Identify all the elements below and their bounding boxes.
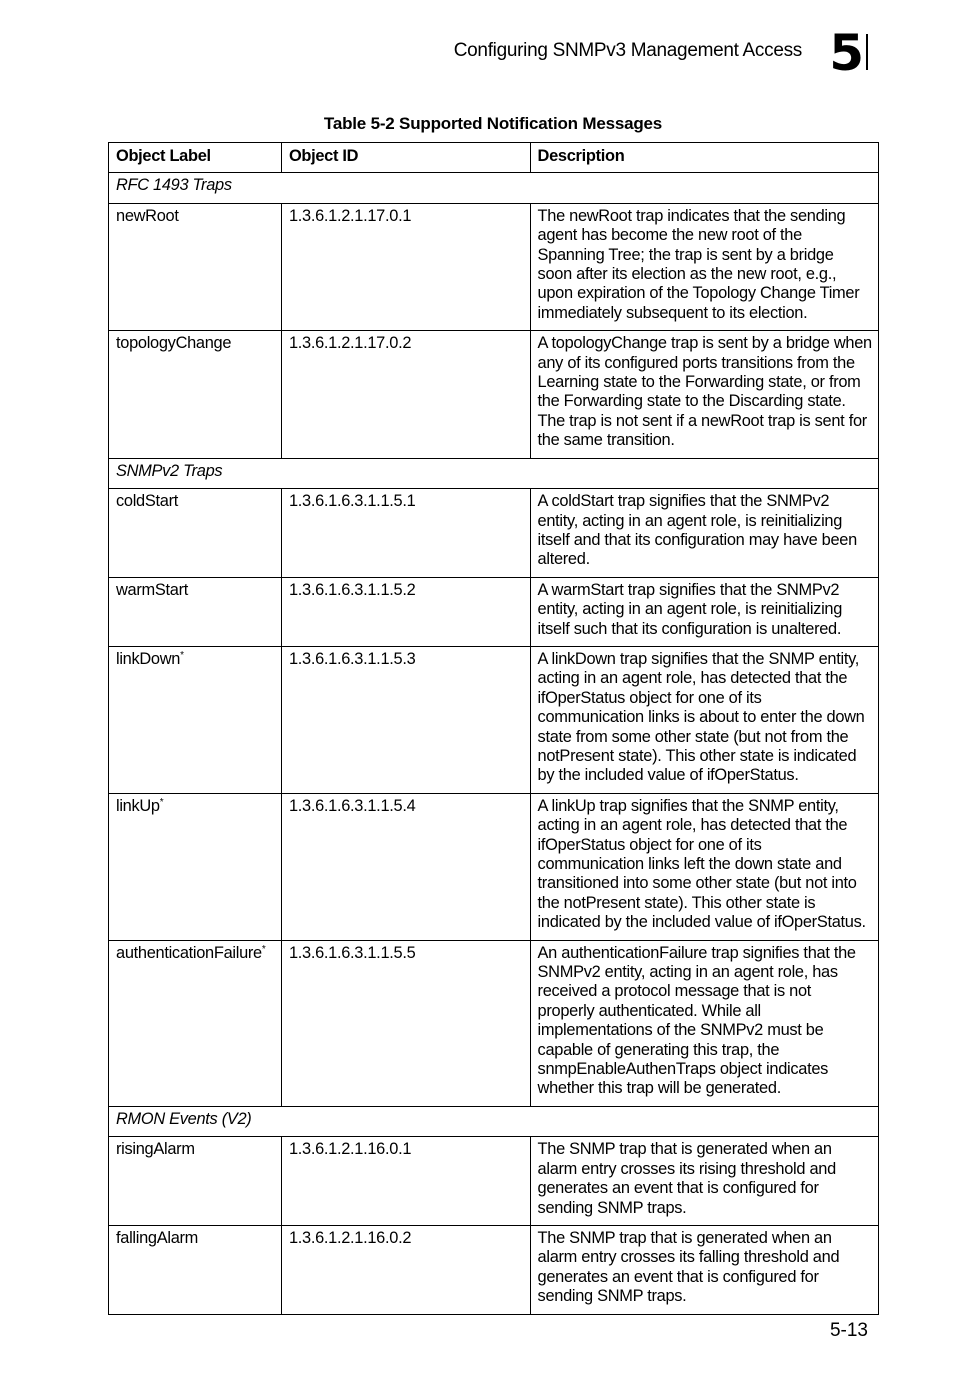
- object-label: coldStart: [116, 492, 178, 511]
- description: A topologyChange trap is sent by a bridge when any of its configured ports transitions from the Learning state to the Forwarding state, or from the Forwarding state to the Discarding state. The trap is not sent if a newRoot trap is sent for the same transition.: [530, 331, 878, 458]
- chapter-rule: [866, 34, 868, 70]
- object-id: 1.3.6.1.2.1.16.0.2: [281, 1225, 530, 1314]
- object-label-cell: [109, 1137, 282, 1226]
- object-label: risingAlarm: [116, 1140, 195, 1159]
- object-id: 1.3.6.1.6.3.1.1.5.4: [281, 793, 530, 940]
- description: The newRoot trap indicates that the sending agent has become the new root of the Spanning Tree; the trap is sent by a bridge soon after its election as the new root, e.g., upon expiration of the Topology Change Timer immediately subsequent to its election.: [530, 203, 878, 330]
- table-row: [109, 1137, 879, 1226]
- object-label-cell: [109, 793, 282, 940]
- object-id: 1.3.6.1.6.3.1.1.5.1: [281, 489, 530, 578]
- object-id: 1.3.6.1.2.1.16.0.1: [281, 1137, 530, 1226]
- column-header: Description: [530, 143, 878, 173]
- object-label-cell: [109, 940, 282, 1106]
- group-heading: SNMPv2 Traps: [109, 458, 879, 488]
- object-label: linkUp: [116, 796, 160, 815]
- object-id: 1.3.6.1.6.3.1.1.5.2: [281, 577, 530, 646]
- table-row: [109, 331, 879, 458]
- description: A linkUp trap signifies that the SNMP entity, acting in an agent role, has detected that the ifOperStatus object for one of its communication links left the down state and transitioned into some other state (but not into the notPresent state). This other state is indicated by the included value of ifOperStatus.: [530, 793, 878, 940]
- description: The SNMP trap that is generated when an alarm entry crosses its rising threshold and generates an event that is configured for sending SNMP traps.: [530, 1137, 878, 1226]
- description: A coldStart trap signifies that the SNMPv2 entity, acting in an agent role, is reinitializing itself and that its configuration may have been altered.: [530, 489, 878, 578]
- chapter-number: 5: [829, 24, 864, 82]
- object-label-cell: [109, 1225, 282, 1314]
- description: A linkDown trap signifies that the SNMP entity, acting in an agent role, has detected that the ifOperStatus object for one of its communication links is about to enter the down state from some other state (but not from the notPresent state). This other state is indicated by the included value of ifOperStatus.: [530, 646, 878, 793]
- footnote-marker: *: [261, 943, 266, 955]
- group-row: [109, 173, 879, 203]
- object-id: 1.3.6.1.6.3.1.1.5.5: [281, 940, 530, 1106]
- description: A warmStart trap signifies that the SNMPv2 entity, acting in an agent role, is reinitializing itself such that its configuration is unaltered.: [530, 577, 878, 646]
- object-label: fallingAlarm: [116, 1228, 199, 1247]
- group-row: [109, 1106, 879, 1136]
- object-label: topologyChange: [116, 334, 232, 353]
- table-caption: Table 5-2 Supported Notification Messages: [323, 114, 663, 133]
- object-label: newRoot: [116, 206, 179, 225]
- group-heading: RFC 1493 Traps: [109, 173, 879, 203]
- object-id: 1.3.6.1.6.3.1.1.5.3: [281, 646, 530, 793]
- table-row: [109, 1225, 879, 1314]
- object-label: authenticationFailure: [116, 943, 262, 962]
- table-row: [109, 489, 879, 578]
- table-row: [109, 203, 879, 330]
- group-row: [109, 458, 879, 488]
- table-header-row: [109, 143, 879, 173]
- description: An authenticationFailure trap signifies that the SNMPv2 entity, acting in an agent role, has received a protocol message that is not properly authenticated. While all implementations of the SNMPv2 must be capable of generating this trap, the snmpEnableAuthenTraps object indicates whether this trap will be generated.: [530, 940, 878, 1106]
- object-label-cell: [109, 646, 282, 793]
- table-row: [109, 793, 879, 940]
- object-label-cell: [109, 577, 282, 646]
- object-id: 1.3.6.1.2.1.17.0.2: [281, 331, 530, 458]
- object-id: 1.3.6.1.2.1.17.0.1: [281, 203, 530, 330]
- object-label-cell: [109, 489, 282, 578]
- column-header: Object Label: [109, 143, 282, 173]
- table-row: [109, 646, 879, 793]
- footnote-marker: *: [159, 796, 164, 808]
- page-header: [300, 24, 870, 82]
- table-body: [109, 173, 879, 1314]
- footnote-marker: *: [180, 649, 184, 661]
- description: The SNMP trap that is generated when an alarm entry crosses its falling threshold and generates an event that is configured for sending SNMP traps.: [530, 1225, 878, 1314]
- table-row: [109, 940, 879, 1106]
- object-label-cell: [109, 331, 282, 458]
- notification-table: [108, 142, 879, 1315]
- object-label: warmStart: [116, 580, 188, 599]
- table-row: [109, 577, 879, 646]
- column-header: Object ID: [281, 143, 530, 173]
- object-label-cell: [109, 203, 282, 330]
- group-heading: RMON Events (V2): [109, 1106, 879, 1136]
- object-label: linkDown: [116, 649, 181, 668]
- page-number: 5-13: [829, 1320, 868, 1341]
- chapter-title: Configuring SNMPv3 Management Access: [453, 40, 802, 61]
